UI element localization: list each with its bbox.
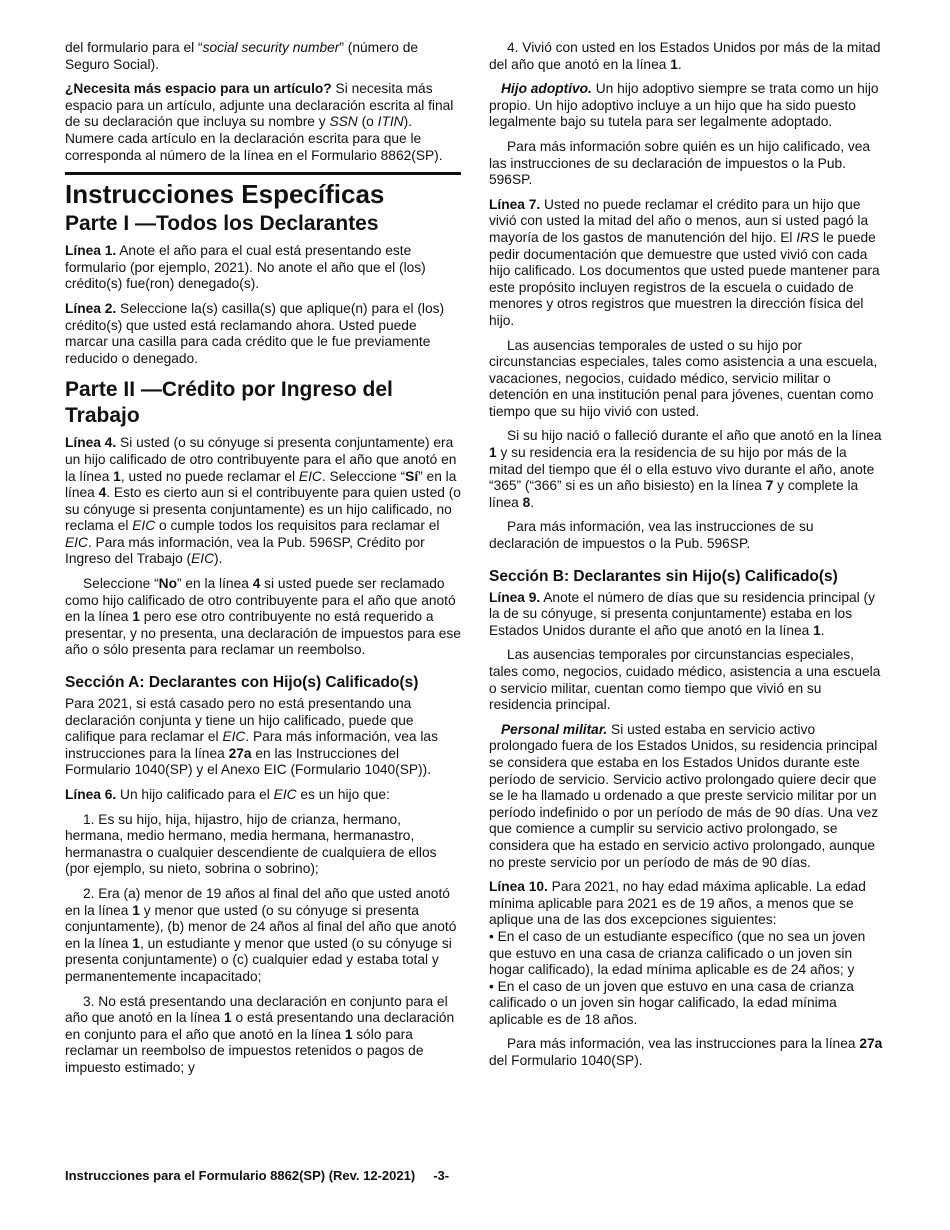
heading-instrucciones-especificas: Instrucciones Específicas [65,179,385,210]
left-column [65,40,461,1085]
paragraph-linea-1: Línea 1. Anote el año para el cual está presentando este formulario (por ejemplo, 2021). No anote el año que el (los) crédito(s) fue(ron) denegado(s). [65,243,426,292]
bullet-item: • En el caso de un joven que estuvo en una casa de crianza calificado o un joven sin hogar calificado, la edad mínima aplicable es de 18 años. [489,978,854,1027]
paragraph-linea-4: Línea 4. Si usted (o su cónyuge si presenta conjuntamente) era un hijo calificado de otro contribuyente para el año que anotó en la línea 1, usted no puede reclamar el EIC. Seleccione “Sí” en la línea 4. Esto es cierto aun si el contribuyente para quien usted (o su cónyuge si presenta conjuntamente) es un hijo calificado, no reclama el EIC o cumple todos los requisitos para reclamar el EIC. Para más información, vea la Pub. 596SP, Crédito por Ingreso del Trabajo (EIC). [65,435,461,567]
list-item: 4. Vivió con usted en los Estados Unidos por más de la mitad del año que anotó en la línea 1. [489,40,881,72]
paragraph-ssn-continuation: del formulario para el “social security number” (número de Seguro Social). [65,40,419,72]
paragraph-hijo-adoptivo: Hijo adoptivo. Un hijo adoptivo siempre se trata como un hijo propio. Un hijo adoptivo incluye a un hijo que ha sido puesto legalmente bajo su tutela para ser legalmente adoptado. [489,81,879,130]
paragraph-linea-10: Línea 10. Para 2021, no hay edad máxima aplicable. La edad mínima aplicable para 2021 es de 19 años, a menos que se aplique una de las dos excepciones siguientes: [489,879,866,928]
paragraph-personal-militar: Personal militar. Si usted estaba en servicio activo prolongado fuera de los Estados Unidos, su residencia principal se considera que estaba en los Estados Unidos durante este período de servicio. Servicio activo prolongado quiere decir que se le ha llamado u ordenado a que preste servicio militar por un período indefinido o por un período de más de 90 días. Una vez que comience a cumplir su servicio activo prolongado, se considera que ha estado en servicio activo prolongado, aunque no preste servicio por un período de más de 90 días. [489,721,879,870]
paragraph-ausencias-b: Las ausencias temporales por circunstancias especiales, tales como, negocios, cuidado médico, asistencia a una escuela o servicio militar, cuentan como tiempo que vivió en su residencia principal. [489,647,881,713]
paragraph-mas-info-hijo: Para más información sobre quién es un hijo calificado, vea las instrucciones de su declaración de impuestos o la Pub. 596SP. [489,138,871,188]
page-footer [65,1168,449,1183]
paragraph-linea-2: Línea 2. Seleccione la(s) casilla(s) que aplique(n) para el (los) crédito(s) que usted está reclamando ahora. Usted puede marcar una casilla para cada crédito que le fue previamente reducido o denegado. [65,300,445,366]
list-item: 1. Es su hijo, hija, hijastro, hijo de crianza, hermano, hermana, medio hermano, media hermana, hermanastro, hermanastra o cualquier descendiente de cualquiera de ellos (por ejemplo, su nieto, sobrina o sobrino); [65,811,437,877]
paragraph-more-space: ¿Necesita más espacio para un artículo? Si necesita más espacio para un artículo, adjunte una declaración escrita al final de su declaración que incluya su nombre y SSN (o ITIN). Numere cada artículo en la declaración escrita para que le corresponda al número de la línea en el Formulario 8862(SP). [65,81,454,163]
paragraph-linea-7: Línea 7. Usted no puede reclamar el crédito para un hijo que vivió con usted la mitad del año o menos, aun si usted pagó la mayoría de los gastos de manutención del hijo. El IRS le puede pedir documentación que demuestre que usted vivió con cada hijo calificado. Los documentos que usted puede mantener para este propósito incluyen registros de la escuela o cuidado de menores y otros registros que muestren la dirección física del hijo. [489,196,880,328]
paragraph-linea-4-no: Seleccione “No” en la línea 4 si usted puede ser reclamado como hijo calificado de otro contribuyente para el año que anotó en la línea 1 pero ese otro contribuyente no está requerido a presentar, y no presenta, una declaración de impuestos para ese año o sólo presenta para reclamar un reembolso. [65,576,461,658]
paragraph-ausencias-temporales: Las ausencias temporales de usted o su hijo por circunstancias especiales, tales como asistencia a una escuela, vacaciones, negocios, cuidado médico, servicio militar o detención en una institución penal para jóvenes, cuentan como tiempo que su hijo vivió con usted. [489,337,878,419]
heading-seccion-a: Sección A: Declarantes con Hijo(s) Calificado(s) [65,674,419,692]
paragraph-linea-10-mas-info: Para más información, vea las instrucciones para la línea 27a del Formulario 1040(SP). [489,1036,883,1069]
list-item: 3. No está presentando una declaración en conjunto para el año que anotó en la línea 1 o está presentando una declaración en conjunto para el año que anotó en la línea 1 sólo para reclamar un reembolso de impuestos retenidos o pagos de impuesto estimado; y [65,993,455,1075]
list-item: 2. Era (a) menor de 19 años al final del año que usted anotó en la línea 1 y menor que usted (o su cónyuge si presenta conjuntamente), (b) menor de 24 años al final del año que anotó en la línea 1, un estudiante y menor que usted (o su cónyuge si presenta conjuntamente) o (c) cualquier edad y estaba total y permanentemente incapacitado; [65,885,457,984]
section-divider [65,172,461,175]
footer-title: Instrucciones para el Formulario 8862(SP) (Rev. 12-2021) [65,1168,416,1183]
right-column [489,40,884,1078]
page-number: -3- [433,1168,450,1183]
paragraph-seccion-a: Para 2021, si está casado pero no está presentando una declaración conjunta y tiene un hijo calificado, puede que califique para reclamar el EIC. Para más información, vea las instrucciones para la línea 27a en las Instrucciones del Formulario 1040(SP) y el Anexo EIC (Formulario 1040(SP)). [65,696,438,778]
heading-parte-ii: Parte II —Crédito por Ingreso del Trabajo [65,378,393,428]
bullet-item: • En el caso de un estudiante específico (que no sea un joven que estuvo en una casa de crianza calificado o un joven sin hogar calificado), la edad mínima aplicable es de 24 años; y [489,928,866,978]
heading-seccion-b: Sección B: Declarantes sin Hijo(s) Calificado(s) [489,567,838,585]
paragraph-linea-6: Línea 6. Un hijo calificado para el EIC es un hijo que: [65,787,390,802]
paragraph-linea-9: Línea 9. Anote el número de días que su residencia principal (y la de su cónyuge, si presenta conjuntamente) estaba en los Estados Unidos durante el año que anotó en la línea 1. [489,589,875,638]
heading-parte-i: Parte I —Todos los Declarantes [65,212,379,236]
paragraph-mas-info-pub: Para más información, vea las instrucciones de su declaración de impuestos o la Pub. 596SP. [489,519,814,552]
paragraph-nacio-fallecio: Si su hijo nació o falleció durante el año que anotó en la línea 1 y su residencia era la residencia de su hijo por más de la mitad del tiempo que él o ella estuvo vivo durante el año, anote “365” (“366” si es un año bisiesto) en la línea 7 y complete la línea 8. [489,428,882,510]
